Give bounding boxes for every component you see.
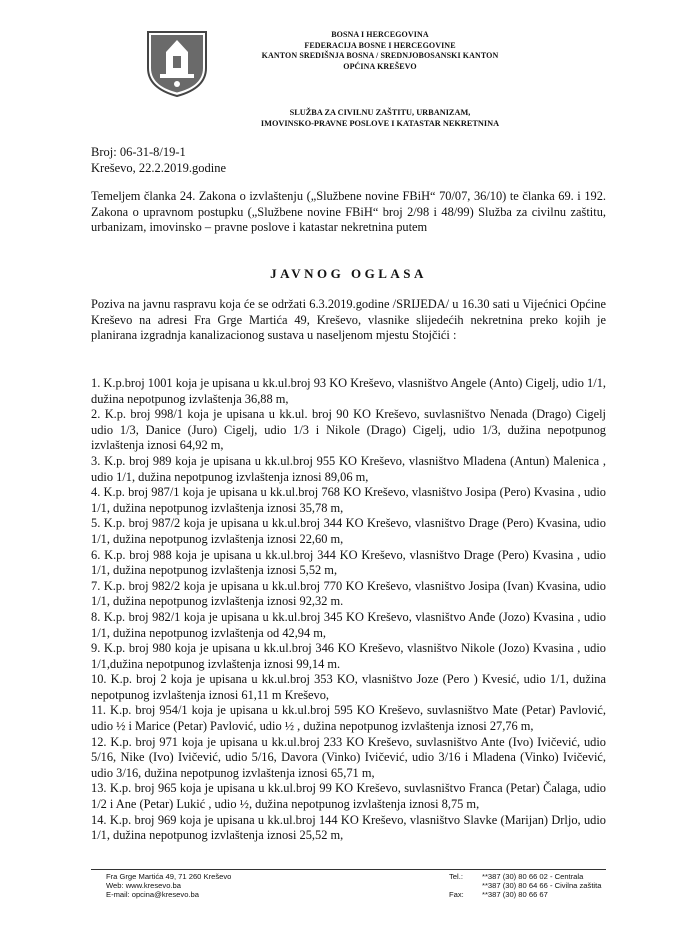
footer-tel-row-2: [449, 881, 601, 890]
list-item: 3. K.p. broj 989 koja je upisana u kk.ul.broj 955 KO Kreševo, vlasništvo Mladena (Antun) Malenica , udio 1/1, dužina nepotpunog izvlaštenja iznosi 89,06 m,: [91, 453, 606, 484]
footer-email-link[interactable]: E-mail: opcina@kresevo.ba: [106, 890, 199, 900]
document-place-date: Kreševo, 22.2.2019.godine: [91, 160, 227, 175]
service-header: [200, 107, 560, 129]
list-item: 2. K.p. broj 998/1 koja je upisana u kk.ul. broj 90 KO Kreševo, suvlasništvo Nenada (Drago) Cigelj udio 1/3, Danice (Juro) Cigelj, udio 1/3 i Nikole (Drago) Cigelj, udio 1/3, dužina nepotpunog izvlaštenja iznosi 64,92 m,: [91, 407, 606, 453]
service-line-1: SLUŽBA ZA CIVILNU ZAŠTITU, URBANIZAM,: [289, 108, 471, 117]
intro-paragraph: Temeljem članka 24. Zakona o izvlaštenju („Službene novine FBiH“ 70/07, 36/10) te članka 69. i 192. Zakona o upravnom postupku („Službene novine FBiH“ broj 2/98 i 48/99) Služba za civilnu zaštitu, urbanizam, imovinsko – pravne poslove i katastar nekretnina putem: [91, 189, 606, 235]
parcel-list: [91, 376, 606, 844]
header-line-canton: KANTON SREDIŠNJA BOSNA / SREDNJOBOSANSKI KANTON: [261, 51, 499, 60]
list-item: 12. K.p. broj 971 koja je upisana u kk.ul.broj 233 KO Kreševo, suvlasništvo Ante (Ivo) Ivičević, udio 5/16, Nike (Ivo) Ivičević, udio 5/16, Davora (Vinko) Ivičević, udio 3/16 i Mladena (Vinko) Ivičević, udio 3/16, dužina nepotpunog izvlaštenja iznosi 65,71 m,: [91, 734, 606, 780]
document-number: Broj: 06-31-8/19-1: [91, 145, 186, 159]
list-item: 4. K.p. broj 987/1 koja je upisana u kk.ul.broj 768 KO Kreševo, vlasništvo Josipa (Pero) Kvasina , udio 1/1, dužina nepotpunog izvlaštenja iznosi 35,78 m,: [91, 485, 606, 515]
footer-tel-civil-protection: **387 (30) 80 64 66 - Civilna zaštita: [482, 881, 602, 891]
list-item: 10. K.p. broj 2 koja je upisana u kk.ul.broj 353 KO, vlasništvo Joze (Pero ) Kvesić, udio 1/1, dužina nepotpunog izvlaštenja iznosi 61,11 m Kreševo,: [91, 672, 606, 702]
footer-fax-label: Fax:: [449, 890, 464, 900]
footer-contact-left: [106, 872, 231, 900]
footer-divider: [91, 869, 606, 870]
list-item: 14. K.p. broj 969 koja je upisana u kk.ul.broj 144 KO Kreševo, vlasništvo Slavke (Marijan) Drljo, udio 1/1, dužina nepotpunog izvlaštenja iznosi 25,52 m,: [91, 812, 606, 843]
document-meta: [91, 145, 226, 176]
notice-heading: JAVNOG OGLASA: [270, 266, 427, 281]
header-line-municipality: OPĆINA KREŠEVO: [343, 61, 417, 71]
list-item: 8. K.p. broj 982/1 koja je upisana u kk.ul.broj 345 KO Kreševo, vlasništvo Anđe (Jozo) Kvasina , udio 1/1, dužina nepotpunog izvlaštenja od 42,94 m,: [91, 609, 606, 640]
footer-tel-row: [449, 872, 601, 881]
header-line-federation: FEDERACIJA BOSNE I HERCEGOVINE: [304, 40, 456, 50]
invitation-paragraph: Poziva na javnu raspravu koja će se održati 6.3.2019.godine /SRIJEDA/ u 16.30 sati u Vijećnici Općine Kreševo na adresi Fra Grge Martića 49, Kreševo, vlasnike slijedećih nekretnina preko kojih je planirana izgradnja kanalizacionog sustava u naseljenom mjestu Stojčići :: [91, 297, 606, 343]
footer-tel-label: Tel.:: [449, 872, 463, 881]
list-item: 11. K.p. broj 954/1 koja je upisana u kk.ul.broj 595 KO Kreševo, suvlasništvo Mate (Petar) Pavlović, udio ½ i Marice (Petar) Pavlović, udio ½ , dužina nepotpunog izvlaštenja iznosi 27,76 m,: [91, 703, 606, 734]
service-line-2: IMOVINSKO-PRAVNE POSLOVE I KATASTAR NEKRETNINA: [260, 119, 500, 128]
footer-fax-row: [449, 890, 601, 899]
municipality-crest-icon: [146, 30, 208, 98]
footer-address: Fra Grge Martića 49, 71 260 Kreševo: [106, 872, 232, 881]
footer-fax: **387 (30) 80 66 67: [482, 890, 548, 900]
list-item: 1. K.p.broj 1001 koja je upisana u kk.ul.broj 93 KO Kreševo, vlasništvo Angele (Anto) Cigelj, udio 1/1, dužina nepotpunog izvlaštenja 36,88 m,: [91, 376, 606, 406]
footer-web-link[interactable]: Web: www.kresevo.ba: [106, 881, 181, 891]
institution-header: [230, 30, 530, 72]
list-item: 7. K.p. broj 982/2 koja je upisana u kk.ul.broj 770 KO Kreševo, vlasništvo Josipa (Ivan) Kvasina, udio 1/1, dužina nepotpunog izvlaštenja iznosi 92,32 m.: [91, 578, 606, 609]
header-line-country: BOSNA I HERCEGOVINA: [331, 30, 429, 39]
list-item: 9. K.p. broj 980 koja je upisana u kk.ul.broj 346 KO Kreševo, vlasništvo Nikole (Jozo) Kvasina , udio 1/1,dužina nepotpunog izvlaštenja iznosi 99,14 m.: [91, 641, 606, 671]
footer-contact-right: [449, 872, 601, 900]
list-item: 13. K.p. broj 965 koja je upisana u kk.ul.broj 99 KO Kreševo, suvlasništvo Franca (Petar) Čalaga, udio 1/2 i Ane (Petar) Lukić , udio ½, dužina nepotpunog izvlaštenja iznosi 8,75 m,: [91, 781, 606, 812]
footer-tel-central: **387 (30) 80 66 02 - Centrala: [482, 872, 584, 881]
list-item: 6. K.p. broj 988 koja je upisana u kk.ul.broj 344 KO Kreševo, vlasništvo Drage (Pero) Kvasina , udio 1/1, dužina nepotpunog izvlaštenja iznosi 5,52 m,: [91, 547, 606, 578]
list-item: 5. K.p. broj 987/2 koja je upisana u kk.ul.broj 344 KO Kreševo, vlasništvo Drage (Pero) Kvasina, udio 1/1, dužina nepotpunog izvlaštenja iznosi 22,60 m,: [91, 516, 606, 546]
